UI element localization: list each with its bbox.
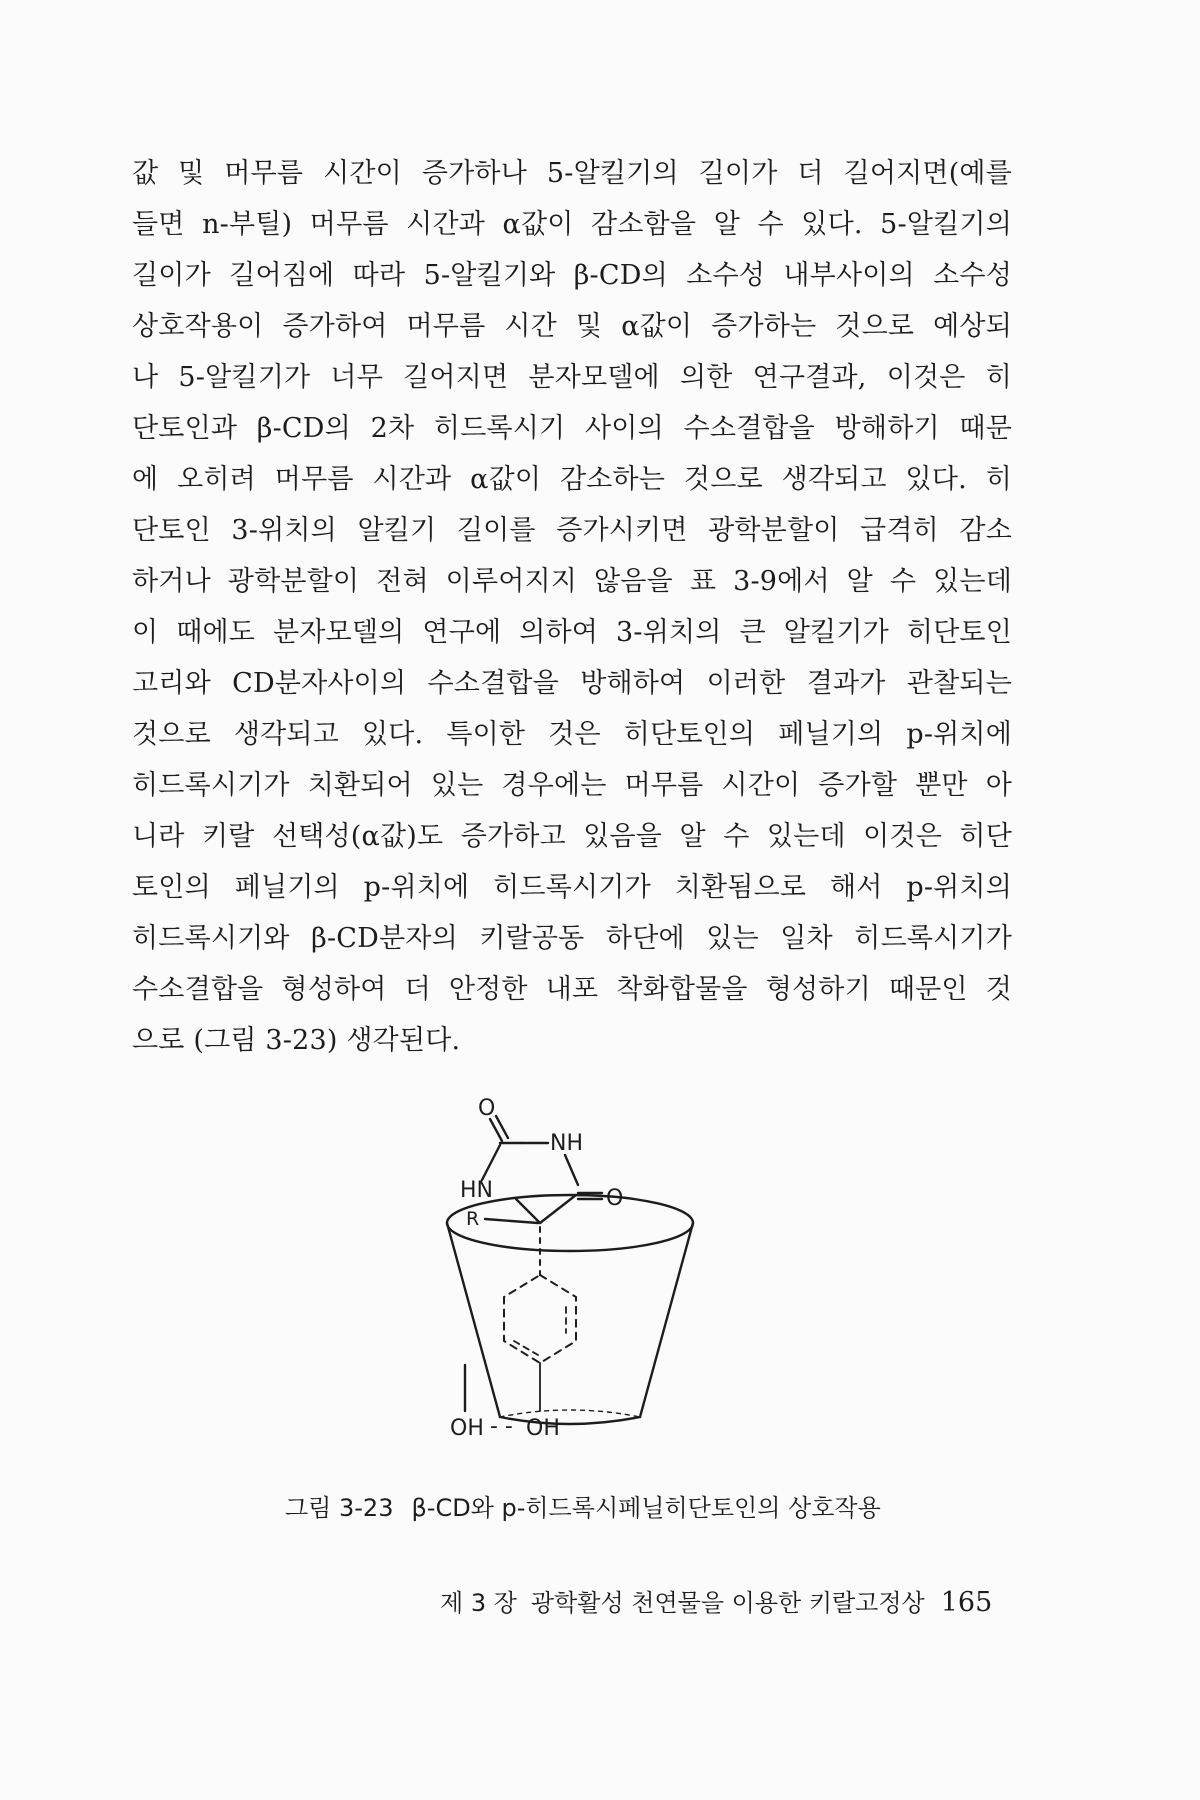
body-paragraph bbox=[132, 148, 1012, 1066]
cd-top-rim bbox=[447, 1195, 693, 1251]
text-line: 토인의 페닐기의 p-위치에 히드록시기가 치환됨으로 해서 p-위치의 bbox=[132, 872, 1012, 903]
text-line: 수소결합을 형성하여 더 안정한 내포 착화합물을 형성하기 때문인 것 bbox=[132, 974, 1012, 1005]
cd-bottom-rim bbox=[500, 1417, 640, 1424]
text-line: 이 때에도 분자모델의 연구에 의하여 3-위치의 큰 알킬기가 히단토인 bbox=[132, 617, 1012, 648]
atom-o-carbonyl-top: O bbox=[478, 1096, 496, 1121]
figure-caption bbox=[285, 1493, 925, 1523]
chapter-title: 광학활성 천연물을 이용한 키랄고정상 bbox=[530, 1589, 925, 1617]
cd-bottom-rim-back bbox=[500, 1410, 640, 1417]
text-line: 길이가 길어짐에 따라 5-알킬기와 β-CD의 소수성 내부사이의 소수성 bbox=[132, 260, 1012, 291]
text-line: 단토인 3-위치의 알킬기 길이를 증가시키면 광학분할이 급격히 감소 bbox=[132, 515, 1012, 546]
text-line: 고리와 CD분자사이의 수소결합을 방해하여 이러한 결과가 관찰되는 bbox=[132, 668, 1012, 699]
text-line: 히드록시기가 치환되어 있는 경우에는 머무름 시간이 증가할 뿐만 아 bbox=[132, 770, 1012, 801]
bond-r-c5 bbox=[485, 1219, 538, 1223]
bond-hn-c5 bbox=[516, 1199, 540, 1223]
text-line: 히드록시기와 β-CD분자의 키랄공동 하단에 있는 일차 히드록시기가 bbox=[132, 923, 1012, 954]
figure-caption-text: β-CD와 p-히드록시페닐히단토인의 상호작용 bbox=[411, 1494, 881, 1522]
cd-right-wall bbox=[640, 1223, 693, 1417]
text-line: 하거나 광학분할이 전혀 이루어지지 않음을 표 3-9에서 알 수 있는데 bbox=[132, 566, 1012, 597]
text-line: 들면 n-부틸) 머무름 시간과 α값이 감소함을 알 수 있다. 5-알킬기의 bbox=[132, 209, 1012, 240]
text-line: 단토인과 β-CD의 2차 히드록시기 사이의 수소결합을 방해하기 때문 bbox=[132, 413, 1012, 444]
atom-hn: HN bbox=[460, 1178, 493, 1203]
cd-left-wall bbox=[447, 1223, 500, 1417]
running-footer bbox=[440, 1588, 1000, 1618]
inclusion-complex-diagram bbox=[430, 1085, 740, 1455]
text-line: 것으로 생각되고 있다. 특이한 것은 히단토인의 페닐기의 p-위치에 bbox=[132, 719, 1012, 750]
text-line: 상호작용이 증가하여 머무름 시간 및 α값이 증가하는 것으로 예상되 bbox=[132, 311, 1012, 342]
atom-r-group: R bbox=[466, 1208, 480, 1230]
text-line: 니라 키랄 선택성(α값)도 증가하고 있음을 알 수 있는데 이것은 히단 bbox=[132, 821, 1012, 852]
atom-oh-phenyl: OH bbox=[526, 1416, 560, 1441]
text-line: 값 및 머무름 시간이 증가하나 5-알킬기의 길이가 더 길어지면(예를 bbox=[132, 158, 1012, 189]
figure-number: 그림 3-23 bbox=[285, 1494, 394, 1522]
text-line: 나 5-알킬기가 너무 길어지면 분자모델에 의한 연구결과, 이것은 히 bbox=[132, 362, 1012, 393]
hydrogen-bond-dashes: - - bbox=[490, 1414, 513, 1439]
bond-nh-c4 bbox=[565, 1155, 578, 1185]
atom-oh-cd: OH bbox=[450, 1416, 484, 1441]
bond-c2-hn bbox=[482, 1145, 500, 1180]
text-line: 으로 (그림 3-23) 생각된다. bbox=[132, 1025, 461, 1056]
page-number: 165 bbox=[940, 1587, 993, 1618]
atom-o-carbonyl-right: O bbox=[606, 1186, 624, 1211]
phenyl-inner-bond bbox=[514, 1341, 538, 1355]
chapter-label: 제 3 장 bbox=[440, 1589, 517, 1617]
figure-cyclodextrin-complex bbox=[430, 1085, 740, 1455]
bond-c4-c5 bbox=[540, 1195, 576, 1223]
text-line: 에 오히려 머무름 시간과 α값이 감소하는 것으로 생각되고 있다. 히 bbox=[132, 464, 1012, 495]
atom-nh-top: NH bbox=[550, 1131, 583, 1156]
